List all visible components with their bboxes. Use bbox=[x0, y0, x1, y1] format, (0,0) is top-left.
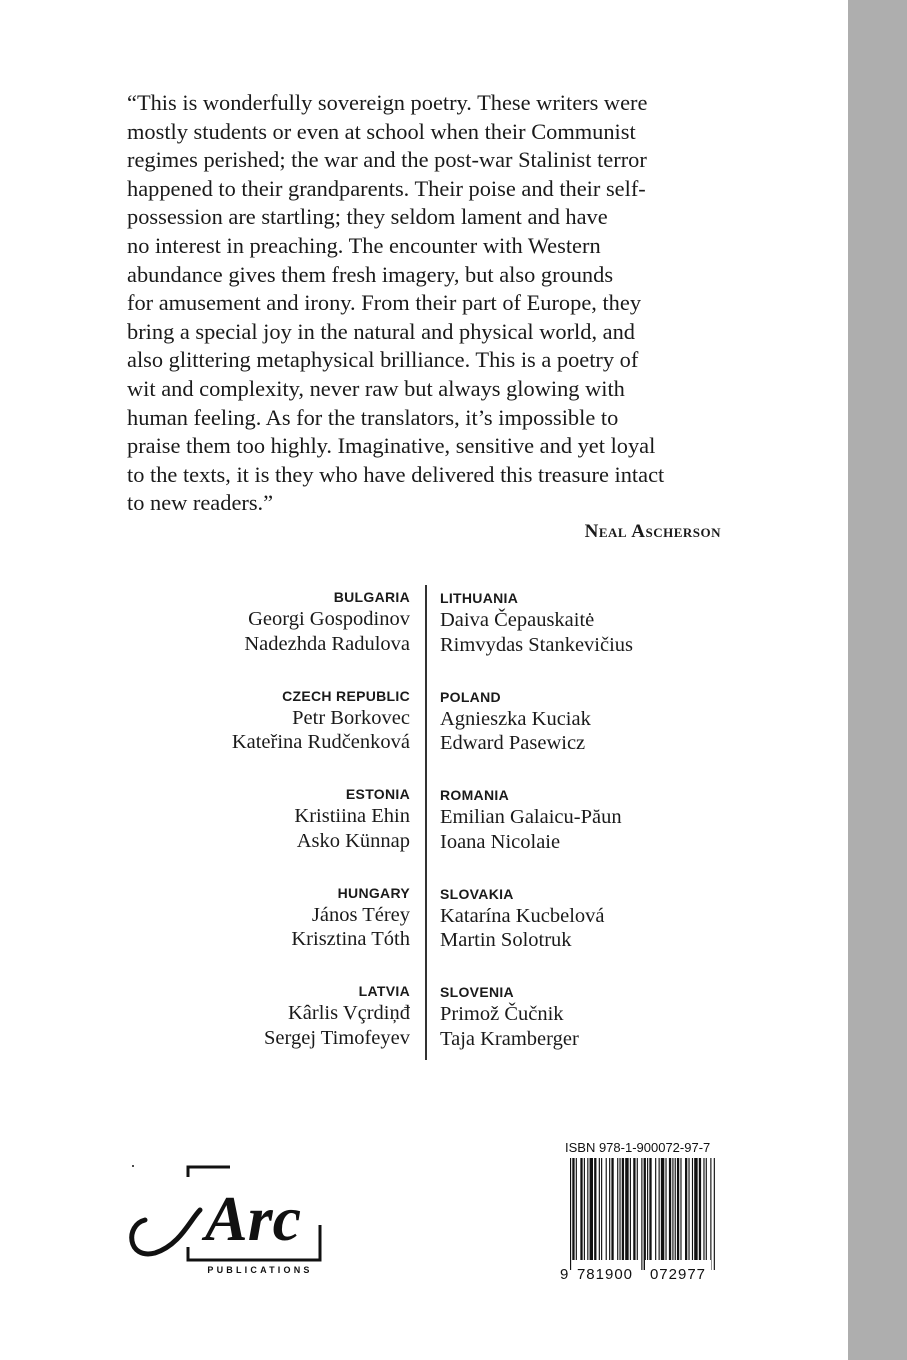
country-group bbox=[440, 588, 740, 687]
country-list-right bbox=[440, 588, 740, 1081]
barcode-graphic bbox=[558, 1158, 728, 1283]
barcode-bar bbox=[677, 1158, 679, 1270]
country-list-left bbox=[120, 587, 410, 1080]
poet-name: Agnieszka Kuciak bbox=[440, 707, 591, 730]
poet-name: Emilian Galaicu-Păun bbox=[440, 806, 622, 828]
barcode-bar bbox=[703, 1158, 704, 1270]
barcode-bar bbox=[644, 1158, 646, 1270]
country-group bbox=[120, 587, 410, 686]
isbn-label: ISBN 978-1-900072-97-7 bbox=[565, 1140, 711, 1155]
poet-name: Asko Künnap bbox=[296, 829, 410, 852]
barcode-bar bbox=[572, 1158, 574, 1270]
barcode-bar bbox=[587, 1158, 588, 1270]
barcode-bars bbox=[570, 1158, 715, 1270]
barcode-bar bbox=[669, 1158, 671, 1270]
barcode-bar bbox=[688, 1158, 689, 1270]
country-name: HUNGARY bbox=[337, 884, 410, 901]
poet-name: Georgi Gospodinov bbox=[248, 608, 410, 630]
barcode-bar bbox=[622, 1158, 624, 1270]
quote-line: “This is wonderfully sovereign poetry. These writers were bbox=[127, 90, 648, 115]
barcode-bar bbox=[611, 1158, 613, 1270]
quote-line: possession are startling; they seldom lament and have bbox=[127, 204, 608, 230]
quote-line: human feeling. As for the translators, it’s impossible to bbox=[127, 404, 619, 430]
barcode-bar bbox=[665, 1158, 666, 1270]
barcode-bar bbox=[672, 1158, 673, 1270]
barcode-bar bbox=[655, 1158, 656, 1270]
country-group bbox=[440, 884, 740, 983]
poet-name: Daiva Čepauskaitė bbox=[440, 609, 595, 631]
barcode-digits-right: 072977 bbox=[649, 1266, 707, 1283]
quote-attribution: Neal Ascherson bbox=[584, 521, 721, 542]
country-group bbox=[120, 784, 410, 883]
quote-line: also glittering metaphysical brilliance. This is a poetry of bbox=[127, 347, 639, 373]
arc-publications-logo bbox=[125, 1165, 340, 1285]
barcode-bar bbox=[637, 1158, 638, 1270]
poet-name: Nadezhda Radulova bbox=[244, 632, 410, 655]
quote-line: abundance gives them fresh imagery, but also grounds bbox=[127, 261, 614, 287]
poet-name: János Térey bbox=[311, 903, 410, 926]
logo-frame-top bbox=[188, 1167, 230, 1177]
quote-line: to new readers.” bbox=[127, 490, 274, 516]
country-name: SLOVENIA bbox=[440, 984, 514, 1000]
poet-name: Kârlis Vçrdiņđ bbox=[287, 1002, 410, 1024]
blurb-quote bbox=[127, 89, 721, 518]
country-group bbox=[440, 785, 740, 884]
country-name: LATVIA bbox=[358, 983, 410, 999]
barcode-bar bbox=[685, 1158, 687, 1270]
quote-line: to the texts, it is they who have delivered this treasure intact bbox=[127, 461, 665, 487]
arc-logo-icon bbox=[125, 1165, 340, 1280]
country-group bbox=[120, 981, 410, 1080]
barcode-bar bbox=[599, 1158, 600, 1270]
country-group bbox=[440, 982, 740, 1081]
poet-name: Krisztina Tóth bbox=[291, 928, 410, 950]
country-group bbox=[120, 686, 410, 785]
poet-name: Rimvydas Stankevičius bbox=[440, 633, 634, 656]
country-name: CZECH REPUBLIC bbox=[282, 687, 410, 704]
barcode-bar bbox=[710, 1158, 711, 1270]
barcode-bar bbox=[617, 1158, 618, 1270]
country-name: SLOVAKIA bbox=[440, 885, 514, 902]
poet-name: Ioana Nicolaie bbox=[440, 830, 561, 853]
quote-line: bring a special joy in the natural and physical world, and bbox=[127, 318, 635, 344]
poet-name: Edward Pasewicz bbox=[440, 732, 586, 754]
barcode-bar bbox=[576, 1158, 577, 1270]
quote-line: happened to their grandparents. Their poise and their self- bbox=[127, 175, 646, 201]
poet-name: Sergej Timofeyev bbox=[264, 1026, 410, 1049]
poet-name: Kristiina Ehin bbox=[294, 805, 410, 827]
poet-name: Kateřina Rudčenková bbox=[231, 731, 410, 753]
barcode-digit-first: 9 bbox=[560, 1266, 569, 1283]
barcode-bar bbox=[692, 1158, 693, 1270]
barcode-bar bbox=[680, 1158, 681, 1270]
logo-swash bbox=[132, 1210, 200, 1254]
quote-line: mostly students or even at school when their Communist bbox=[127, 118, 636, 144]
barcode-bar bbox=[641, 1158, 642, 1270]
country-name: ROMANIA bbox=[440, 787, 509, 803]
column-divider bbox=[425, 585, 427, 1060]
country-name: BULGARIA bbox=[333, 589, 410, 605]
country-name: ESTONIA bbox=[345, 786, 410, 802]
barcode-bar bbox=[633, 1158, 635, 1270]
poet-name: Martin Solotruk bbox=[440, 929, 572, 951]
barcode-digits-left: 781900 bbox=[576, 1266, 634, 1283]
country-name: POLAND bbox=[440, 688, 501, 705]
barcode-bar bbox=[590, 1158, 593, 1270]
barcode-bar bbox=[694, 1158, 697, 1270]
barcode-bar bbox=[580, 1158, 582, 1270]
barcode-bar bbox=[619, 1158, 620, 1270]
barcode-bar bbox=[570, 1158, 571, 1270]
poet-name: Katarína Kucbelová bbox=[440, 904, 605, 927]
barcode-bar bbox=[609, 1158, 610, 1270]
barcode-bar bbox=[630, 1158, 631, 1270]
quote-line: regimes perished; the war and the post-war Stalinist terror bbox=[127, 147, 647, 173]
poet-name: Primož Čučnik bbox=[440, 1003, 564, 1025]
barcode-bar bbox=[659, 1158, 660, 1270]
country-group bbox=[440, 687, 740, 786]
barcode-bar bbox=[675, 1158, 676, 1270]
barcode-bar bbox=[594, 1158, 596, 1270]
quote-line: praise them too highly. Imaginative, sensitive and yet loyal bbox=[127, 433, 656, 459]
barcode-bar bbox=[649, 1158, 651, 1270]
barcode-bar bbox=[714, 1158, 715, 1270]
quote-line: for amusement and irony. From their part of Europe, they bbox=[127, 290, 642, 316]
barcode-bar bbox=[601, 1158, 602, 1270]
logo-tagline: PUBLICATIONS bbox=[207, 1265, 313, 1275]
barcode-bar bbox=[584, 1158, 585, 1270]
barcode-bar bbox=[606, 1158, 607, 1270]
quote-line: no interest in preaching. The encounter with Western bbox=[127, 232, 601, 258]
barcode bbox=[558, 1158, 728, 1288]
quote-line: wit and complexity, never raw but always glowing with bbox=[127, 375, 625, 401]
book-spine bbox=[848, 0, 907, 1360]
poet-name: Taja Kramberger bbox=[440, 1027, 579, 1050]
barcode-bar bbox=[647, 1158, 648, 1270]
barcode-bar bbox=[661, 1158, 664, 1270]
barcode-bar bbox=[699, 1158, 701, 1270]
barcode-bar bbox=[706, 1158, 707, 1270]
poet-name: Petr Borkovec bbox=[292, 706, 410, 729]
logo-wordmark: Arc bbox=[205, 1183, 301, 1254]
country-group bbox=[120, 883, 410, 982]
country-name: LITHUANIA bbox=[440, 590, 519, 606]
barcode-bar bbox=[625, 1158, 628, 1270]
